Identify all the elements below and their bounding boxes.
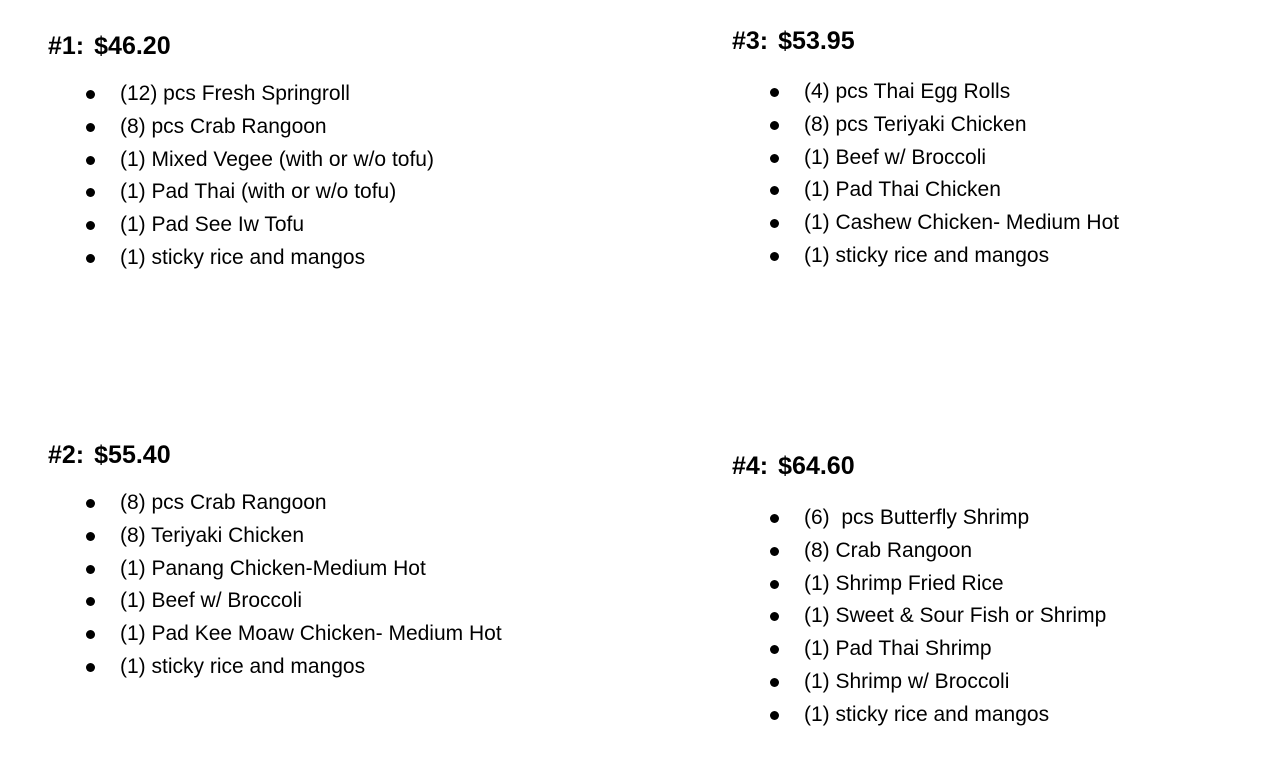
package-item-list — [48, 78, 434, 275]
bullet-icon — [770, 252, 779, 261]
bullet-icon — [770, 678, 779, 687]
item-text: (8) pcs Crab Rangoon — [120, 491, 327, 514]
package-title — [48, 439, 502, 471]
bullet-icon — [86, 254, 95, 263]
bullet-icon — [86, 597, 95, 606]
item-text: (1) Panang Chicken-Medium Hot — [120, 556, 426, 580]
item-text: (1) Beef w/ Broccoli — [804, 145, 987, 169]
bullet-icon — [770, 219, 779, 228]
bullet-icon — [770, 186, 779, 195]
item-text: (1) Pad Thai (with or w/o tofu) — [120, 180, 397, 204]
item-text: (1) Shrimp w/ Broccoli — [804, 669, 1010, 693]
package-number: #1: — [48, 32, 85, 60]
item-text: (8) pcs Teriyaki Chicken — [804, 112, 1027, 136]
package-number: #4: — [732, 452, 769, 480]
list-item — [48, 651, 502, 684]
item-text: (1) sticky rice and mangos — [804, 702, 1050, 726]
list-item — [732, 633, 1106, 666]
package-title — [48, 30, 434, 62]
list-item — [48, 78, 434, 111]
item-text: (1) sticky rice and mangos — [804, 243, 1050, 267]
bullet-icon — [770, 612, 779, 621]
list-item — [732, 207, 1119, 240]
item-text: (8) pcs Crab Rangoon — [120, 114, 327, 138]
list-item — [48, 144, 434, 177]
list-item — [732, 568, 1106, 601]
item-text: (12) pcs Fresh Springroll — [120, 82, 350, 105]
bullet-icon — [86, 156, 95, 165]
bullet-icon — [770, 121, 779, 130]
package-1 — [48, 30, 434, 275]
list-item — [732, 174, 1119, 207]
bullet-icon — [86, 123, 95, 132]
bullet-icon — [86, 188, 95, 197]
list-item — [732, 76, 1119, 109]
package-2 — [48, 439, 502, 684]
list-item — [732, 600, 1106, 633]
item-text: (1) Pad Thai Chicken — [804, 178, 1001, 202]
package-price: $46.20 — [94, 32, 171, 60]
list-item — [48, 487, 502, 520]
item-text: (1) Pad See Iw Tofu — [120, 213, 305, 237]
bullet-icon — [86, 221, 95, 230]
item-text: (1) Cashew Chicken- Medium Hot — [804, 211, 1120, 235]
package-4 — [732, 450, 1106, 732]
list-item — [48, 520, 502, 553]
bullet-icon — [770, 580, 779, 589]
item-text: (1) Mixed Vegee (with or w/o tofu) — [120, 147, 434, 171]
bullet-icon — [86, 532, 95, 541]
package-price: $64.60 — [778, 452, 855, 480]
item-text: (1) sticky rice and mangos — [120, 654, 366, 678]
list-item — [732, 699, 1106, 732]
bullet-icon — [770, 514, 779, 523]
list-item — [48, 111, 434, 144]
package-price: $53.95 — [778, 27, 855, 55]
package-number: #2: — [48, 441, 85, 469]
item-text: (1) sticky rice and mangos — [120, 245, 366, 269]
item-text: (1) Sweet & Sour Fish or Shrimp — [804, 604, 1107, 628]
item-text: (8) Teriyaki Chicken — [120, 523, 305, 547]
bullet-icon — [86, 663, 95, 672]
list-item — [48, 176, 434, 209]
bullet-icon — [86, 565, 95, 574]
bullet-icon — [770, 547, 779, 556]
package-item-list — [732, 76, 1119, 273]
item-text: (1) Shrimp Fried Rice — [804, 571, 1004, 595]
item-text: (8) Crab Rangoon — [804, 538, 973, 562]
bullet-icon — [86, 499, 95, 508]
item-text: (6) pcs Butterfly Shrimp — [804, 506, 1030, 529]
list-item — [48, 553, 502, 586]
item-text: (1) Pad Thai Shrimp — [804, 637, 992, 661]
package-price: $55.40 — [94, 441, 171, 469]
package-number: #3: — [732, 27, 769, 55]
list-item — [732, 502, 1106, 535]
item-text: (1) Beef w/ Broccoli — [120, 589, 303, 613]
bullet-icon — [770, 154, 779, 163]
bullet-icon — [86, 90, 95, 99]
package-item-list — [48, 487, 502, 684]
list-item — [732, 109, 1119, 142]
list-item — [48, 242, 434, 275]
package-title — [732, 25, 1119, 57]
bullet-icon — [770, 88, 779, 97]
list-item — [732, 666, 1106, 699]
bullet-icon — [86, 630, 95, 639]
package-item-list — [732, 502, 1106, 732]
bullet-icon — [770, 645, 779, 654]
list-item — [48, 618, 502, 651]
item-text: (4) pcs Thai Egg Rolls — [804, 80, 1011, 103]
list-item — [732, 240, 1119, 273]
list-item — [732, 535, 1106, 568]
list-item — [48, 209, 434, 242]
item-text: (1) Pad Kee Moaw Chicken- Medium Hot — [120, 622, 502, 646]
package-3 — [732, 25, 1119, 273]
package-title — [732, 450, 1106, 482]
list-item — [48, 585, 502, 618]
bullet-icon — [770, 711, 779, 720]
list-item — [732, 142, 1119, 175]
